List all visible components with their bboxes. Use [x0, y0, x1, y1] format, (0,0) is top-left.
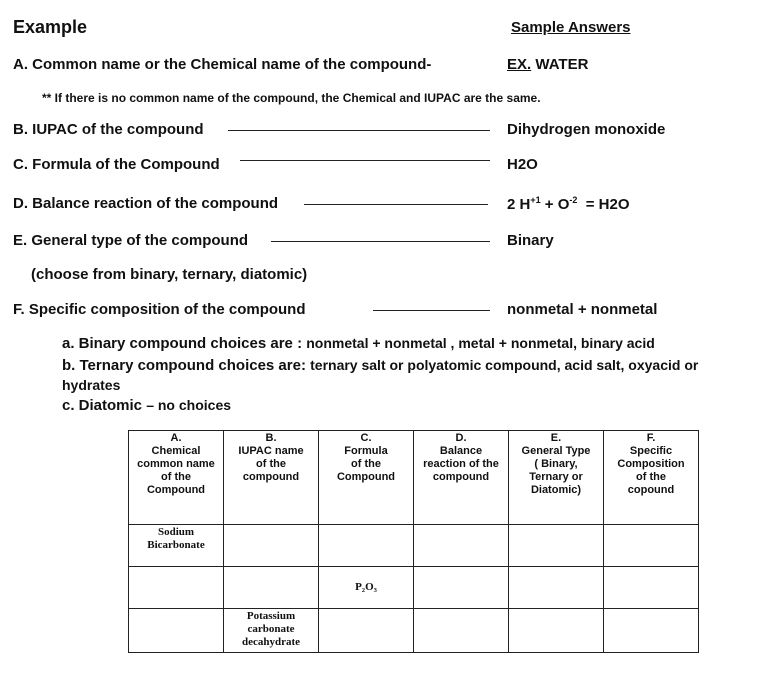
- row-d-o: + O: [544, 196, 570, 213]
- col-header-f: F. Specific Composition of the copound: [604, 431, 699, 525]
- row-c-answer: H2O: [507, 156, 538, 173]
- row-d-answer: [507, 195, 630, 213]
- row-e-label: E. General type of the compound: [13, 232, 249, 249]
- choice-ternary-options: ternary salt or polyatomic compound, acid salt, oxyacid or: [310, 357, 699, 373]
- row-f-label: F. Specific composition of the compound: [13, 301, 306, 318]
- row-f-line: [373, 310, 490, 311]
- cell-r2-f[interactable]: [604, 567, 699, 609]
- row-d-product: = H2O: [585, 196, 630, 213]
- col-header-b: B. IUPAC name of the compound: [224, 431, 319, 525]
- iupac-note: ** If there is no common name of the compound, the Chemical and IUPAC are the same.: [42, 91, 541, 105]
- col-header-d: D. Balance reaction of the compound: [414, 431, 509, 525]
- row-b-label: B. IUPAC of the compound: [13, 121, 204, 138]
- cell-r3-f[interactable]: [604, 609, 699, 653]
- row-f-answer: nonmetal + nonmetal: [507, 301, 658, 318]
- row-a-water: WATER: [535, 56, 589, 73]
- row-b-answer: Dihydrogen monoxide: [507, 121, 666, 138]
- choice-binary: [62, 335, 655, 352]
- row-a-label: A. Common name or the Chemical name of the compound-: [13, 56, 432, 73]
- cell-r2-e[interactable]: [509, 567, 604, 609]
- cell-r2-c[interactable]: P₂O₃: [319, 567, 414, 609]
- table-row: [129, 525, 699, 567]
- cell-r3-c[interactable]: [319, 609, 414, 653]
- row-d-h: 2 H: [507, 196, 531, 213]
- col-header-c: C. Formula of the Compound: [319, 431, 414, 525]
- row-c-line: [240, 160, 490, 161]
- table-row: [129, 567, 699, 609]
- row-d-line: [304, 204, 488, 205]
- col-header-e: E. General Type ( Binary, Ternary or Diatomic): [509, 431, 604, 525]
- cell-r3-d[interactable]: [414, 609, 509, 653]
- cell-r1-c[interactable]: [319, 525, 414, 567]
- choice-ternary: [62, 357, 698, 374]
- choice-binary-lead: a. Binary compound choices are :: [62, 335, 303, 352]
- cell-r1-f[interactable]: [604, 525, 699, 567]
- col-header-a: A. Chemical common name of the Compound: [129, 431, 224, 525]
- row-c-label: C. Formula of the Compound: [13, 156, 220, 173]
- choice-diatomic-lead: c. Diatomic: [62, 397, 143, 414]
- row-d-h-charge: +1: [530, 195, 541, 205]
- row-a-ex: EX.: [507, 56, 532, 73]
- sample-answers-heading: Sample Answers: [511, 19, 631, 36]
- row-a-answer: [507, 56, 588, 73]
- row-e-line: [271, 241, 490, 242]
- table-row: [129, 609, 699, 653]
- cell-r1-b[interactable]: [224, 525, 319, 567]
- compound-table: [128, 430, 699, 653]
- cell-r1-d[interactable]: [414, 525, 509, 567]
- cell-r2-b[interactable]: [224, 567, 319, 609]
- choice-binary-options: nonmetal + nonmetal , metal + nonmetal, binary acid: [306, 335, 655, 351]
- cell-r2-a[interactable]: [129, 567, 224, 609]
- table-header-row: [129, 431, 699, 525]
- row-e-choose: (choose from binary, ternary, diatomic): [31, 266, 308, 283]
- choice-ternary-lead: b. Ternary compound choices are:: [62, 357, 306, 374]
- cell-r3-a[interactable]: [129, 609, 224, 653]
- choice-diatomic: [62, 397, 231, 414]
- cell-r3-b[interactable]: Potassium carbonate decahydrate: [224, 609, 319, 653]
- cell-r1-e[interactable]: [509, 525, 604, 567]
- choice-diatomic-options: – no choices: [146, 397, 232, 413]
- cell-r3-e[interactable]: [509, 609, 604, 653]
- choice-ternary-options-cont: hydrates: [62, 377, 121, 393]
- row-e-answer: Binary: [507, 232, 554, 249]
- row-d-o-charge: -2: [569, 195, 578, 205]
- cell-r1-a[interactable]: Sodium Bicarbonate: [129, 525, 224, 567]
- page-title: Example: [13, 17, 88, 37]
- row-d-label: D. Balance reaction of the compound: [13, 195, 279, 212]
- cell-r2-d[interactable]: [414, 567, 509, 609]
- row-b-line: [228, 130, 490, 131]
